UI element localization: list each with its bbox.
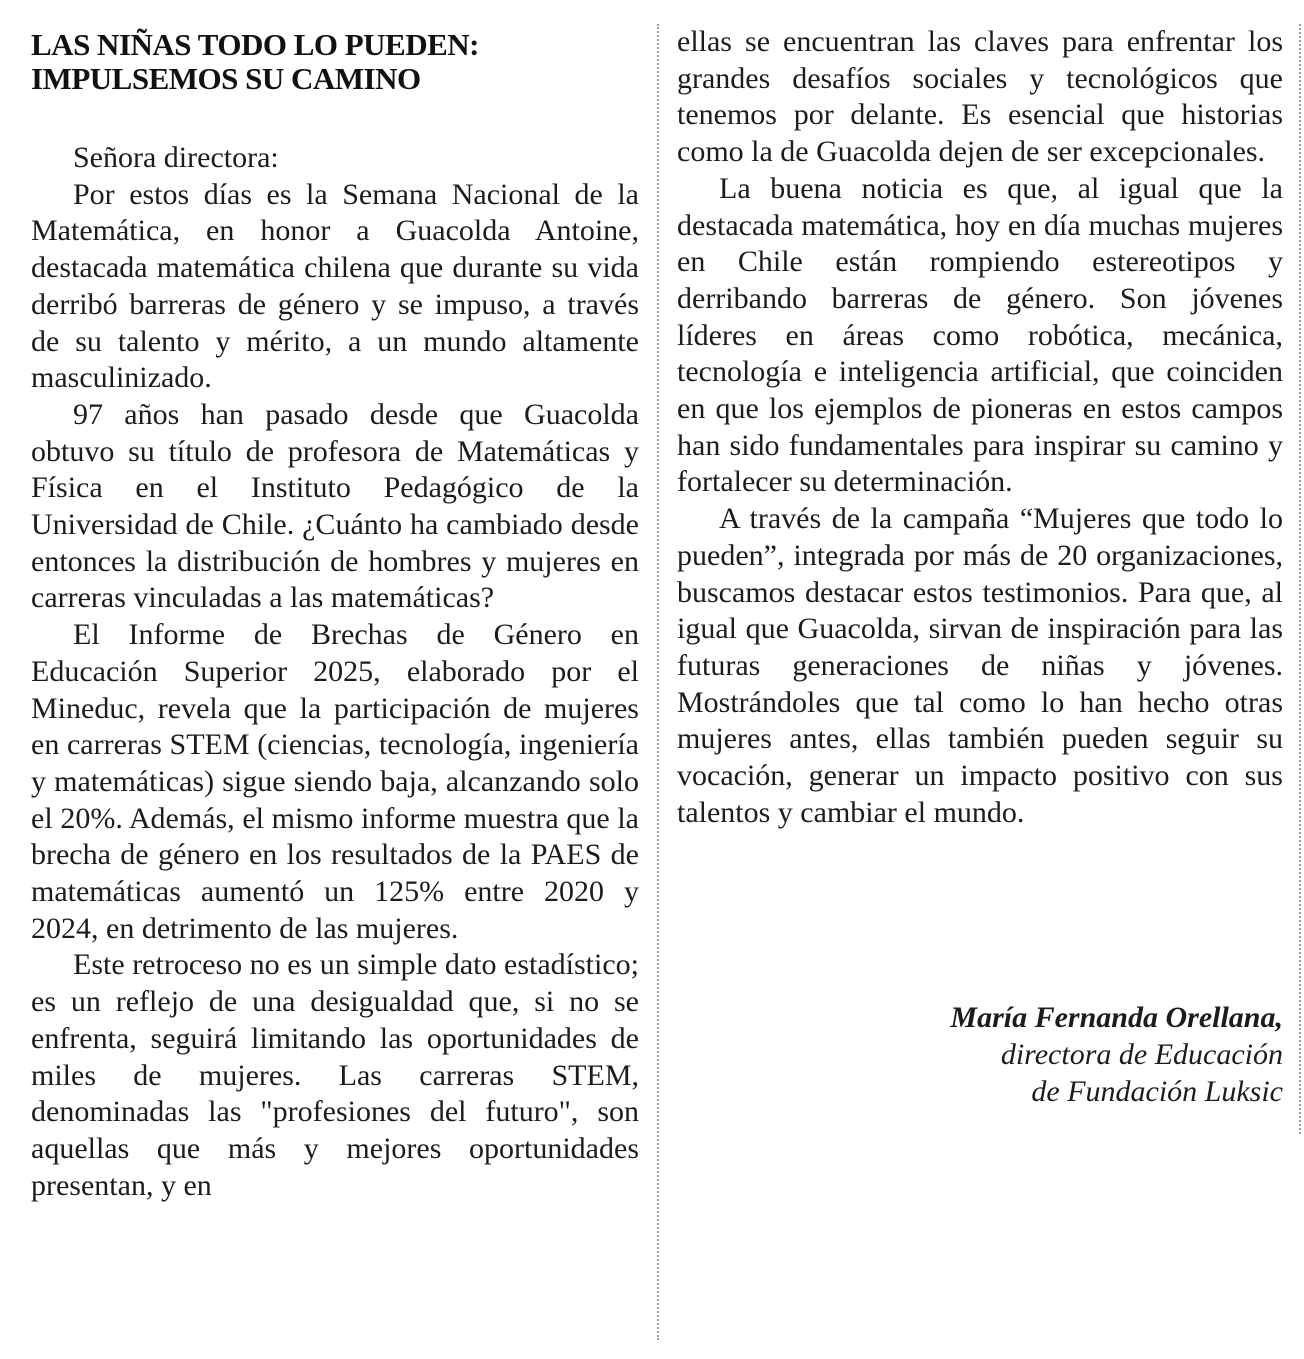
headline-line-2: IMPULSEMOS SU CAMINO [31,61,421,96]
salutation: Señora directora: [73,141,279,174]
signature [950,999,1283,1110]
paragraph-2: 97 años han pasado desde que Guacolda obtuvo su título de profesora de Matemáticas y Física en el Instituto Pedagógico de la Universidad de Chile. ¿Cuánto ha cambiado desde entonces la distribución de hombres y mujeres en carreras vinculadas a las matemáticas? [31,397,639,615]
column-divider [657,24,659,1340]
paragraph-1: Por estos días es la Semana Nacional de la Matemática, en honor a Guacolda Antoine, destacada matemática chilena que durante su vida derribó barreras de género y se impuso, a través de su talento y mérito, a un mundo altamente masculinizado. [31,177,639,395]
paragraph-4: Este retroceso no es un simple dato estadístico; es un reflejo de una desigualdad que, si no se enfrenta, seguirá limitando las oportunidades de miles de mujeres. Las carreras STEM, denominadas las "profesiones del futuro", son aquellas que más y mejores oportunidades presentan, y en [31,948,639,1202]
signature-role-line-1: directora de Educación [1000,1038,1283,1071]
right-column-body [677,24,1283,831]
headline-line-1: LAS NIÑAS TODO LO PUEDEN: [31,27,480,62]
paragraph-3: El Informe de Brechas de Género en Educación Superior 2025, elaborado por el Mineduc, revela que la participación de mujeres en carreras STEM (ciencias, tecnología, ingeniería y matemáticas) sigue siendo baja, alcanzando solo el 20%. Además, el mismo informe muestra que la brecha de género en los resultados de la PAES de matemáticas aumentó un 125% entre 2020 y 2024, en detrimento de las mujeres. [31,618,639,945]
signature-role-line-2: de Fundación Luksic [1031,1075,1283,1108]
paragraph-6: A través de la campaña “Mujeres que todo lo pueden”, integrada por más de 20 organizaciones, buscamos destacar estos testimonios. Para que, al igual que Guacolda, sirvan de inspiración para las futuras generaciones de niñas y jóvenes. Mostrándoles que tal como lo han hecho otras mujeres antes, ellas también pueden seguir su vocación, generar un impacto positivo con sus talentos y cambiar el mundo. [677,502,1283,829]
right-column [677,24,1283,1108]
paragraph-4-continued: ellas se encuentran las claves para enfrentar los grandes desafíos sociales y tecnológicos que tenemos por delante. Es esencial que historias como la de Guacolda dejen de ser excepcionales. [677,25,1283,169]
left-column-body [31,140,639,1204]
right-edge-divider [1299,24,1301,1134]
paragraph-5: La buena noticia es que, al igual que la destacada matemática, hoy en día muchas mujeres en Chile están rompiendo estereotipos y derribando barreras de género. Son jóvenes líderes en áreas como robótica, mecánica, tecnología e inteligencia artificial, que coinciden en que los ejemplos de pioneras en estos campos han sido fundamentales para inspirar su camino y fortalecer su determinación. [677,171,1283,499]
headline [31,28,639,96]
signature-name: María Fernanda Orellana, [950,1001,1283,1034]
left-column [31,24,639,1204]
